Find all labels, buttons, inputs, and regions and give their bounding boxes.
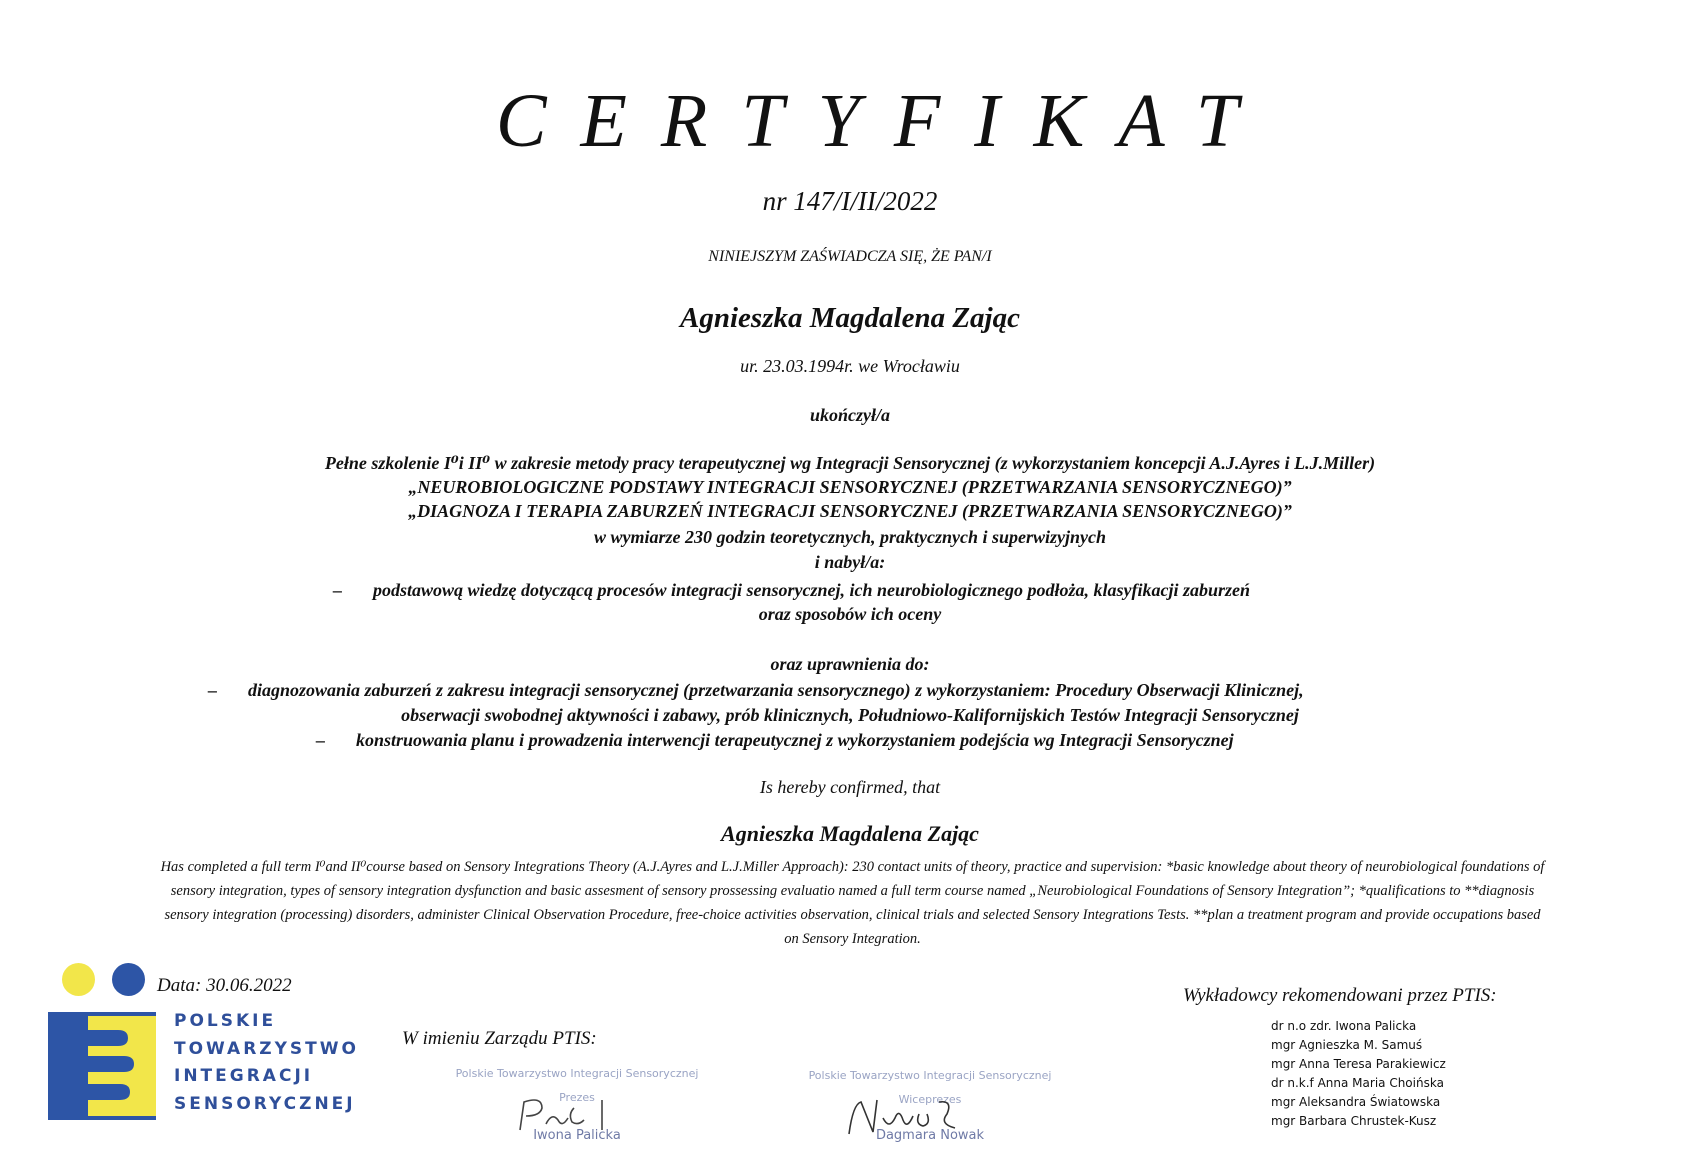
logo-hand-icon — [48, 1012, 156, 1120]
hereby-statement-pl: NINIEJSZYM ZAŚWIADCZA SIĘ, ŻE PAN/I — [708, 248, 992, 265]
stamp-role: Wiceprezes — [898, 1093, 962, 1106]
logo-line: POLSKIE — [174, 1011, 277, 1031]
handwritten-signature-2 — [843, 1094, 983, 1138]
knowledge-text-continued: oraz sposobów ich oceny — [758, 604, 942, 624]
bullet-dash: – — [333, 580, 342, 600]
certificate-number: nr 147/I/II/2022 — [762, 186, 938, 216]
lecturer-item: dr n.k.f Anna Maria Choińska — [1271, 1076, 1444, 1090]
english-description: Has completed a full term I⁰and II⁰course based on Sensory Integrations Theory (A.J.Ayres and L.J.Miller Approach): 230 contact units of theory, practice and supervision: *basic knowledge about theory of neurobiological foundations of sensory integration, types of sensory integration dysfunction and basic assesment of sensory prossessing evaluatio named a full term course named „Neurobiological Foundations of Sensory Integration”; *qualifications to **diagnosis sensory integration (processing) disorders, administer Clinical Observation Procedure, free-choice activities observation, clinical trials and selected Sensory Integrations Tests. **plan a treatment program and provide occupations based on Sensory Integration. — [160, 859, 1545, 947]
certificate-title: CERTYFIKAT — [495, 79, 1273, 163]
bullet-dash: – — [208, 680, 217, 700]
hereby-statement-en: Is hereby confirmed, that — [759, 777, 941, 797]
permission-1-text-continued: obserwacji swobodnej aktywności i zabawy, prób klinicznych, Południowo-Kalifornijskich Testów Integracji Sensorycznej — [401, 705, 1299, 725]
knowledge-item — [333, 580, 1250, 601]
stamp-signer-name: Iwona Palicka — [533, 1128, 621, 1143]
logo-line: TOWARZYSTWO — [174, 1038, 359, 1059]
birth-info: ur. 23.03.1994r. we Wrocławiu — [740, 356, 960, 376]
bullet-dash: – — [316, 730, 325, 750]
permissions-label: oraz uprawnienia do: — [770, 654, 930, 674]
lecturer-item: mgr Barbara Chrustek-Kusz — [1271, 1114, 1437, 1128]
stamp-org: Polskie Towarzystwo Integracji Sensorycznej — [455, 1067, 699, 1080]
completed-label: ukończył/a — [809, 405, 890, 425]
permission-item-1 — [208, 680, 1304, 701]
permission-item-2 — [316, 730, 1234, 751]
logo-blue-dot — [112, 963, 145, 996]
permission-2-text: konstruowania planu i prowadzenia interwencji terapeutycznej z wykorzystaniem podejścia wg Integracji Sensorycznej — [356, 730, 1234, 750]
logo-yellow-dot — [62, 963, 95, 996]
lecturer-item: dr n.o zdr. Iwona Palicka — [1271, 1019, 1417, 1033]
stamp-role: Prezes — [559, 1091, 595, 1104]
logo-text — [174, 1008, 359, 1118]
knowledge-text: podstawową wiedzę dotyczącą procesów integracji sensorycznej, ich neurobiologicznego podłoża, klasyfikacji zaburzeń — [373, 580, 1250, 600]
recipient-name-en: Agnieszka Magdalena Zając — [721, 821, 979, 846]
stamp-org: Polskie Towarzystwo Integracji Sensorycznej — [808, 1069, 1052, 1082]
issue-date: Data: 30.06.2022 — [157, 975, 292, 996]
lecturers-heading: Wykładowcy rekomendowani przez PTIS: — [1183, 985, 1497, 1006]
lecturer-item: mgr Anna Teresa Parakiewicz — [1271, 1057, 1446, 1071]
course-description: Pełne szkolenie I⁰i II⁰ w zakresie metody pracy terapeutycznej wg Integracji Sensorycznej (z wykorzystaniem koncepcji A.J.Ayres i L.J.Miller) — [324, 453, 1376, 473]
lecturers-list — [1271, 1017, 1446, 1131]
course-title-1: „NEUROBIOLOGICZNE PODSTAWY INTEGRACJI SENSORYCZNEJ (PRZETWARZANIA SENSORYCZNEGO)” — [408, 477, 1292, 497]
handwritten-signature-1 — [512, 1094, 622, 1134]
on-behalf-label: W imieniu Zarządu PTIS: — [402, 1028, 597, 1049]
lecturer-item: mgr Agnieszka M. Samuś — [1271, 1038, 1423, 1052]
logo-line: INTEGRACJI — [174, 1066, 314, 1086]
permission-1-text: diagnozowania zaburzeń z zakresu integracji sensorycznej (przetwarzania sensorycznego) z wykorzystaniem: Procedury Obserwacji Klinicznej, — [248, 680, 1304, 700]
recipient-name: Agnieszka Magdalena Zając — [680, 302, 1020, 334]
stamp-signer-name: Dagmara Nowak — [875, 1128, 985, 1143]
course-title-2: „DIAGNOZA I TERAPIA ZABURZEŃ INTEGRACJI SENSORYCZNEJ (PRZETWARZANIA SENSORYCZNEGO)” — [408, 501, 1292, 521]
lecturer-item: mgr Aleksandra Światowska — [1271, 1095, 1441, 1109]
logo-line: SENSORYCZNEJ — [174, 1093, 356, 1114]
course-hours: w wymiarze 230 godzin teoretycznych, praktycznych i superwizyjnych — [594, 527, 1106, 547]
acquired-label: i nabył/a: — [814, 552, 886, 572]
